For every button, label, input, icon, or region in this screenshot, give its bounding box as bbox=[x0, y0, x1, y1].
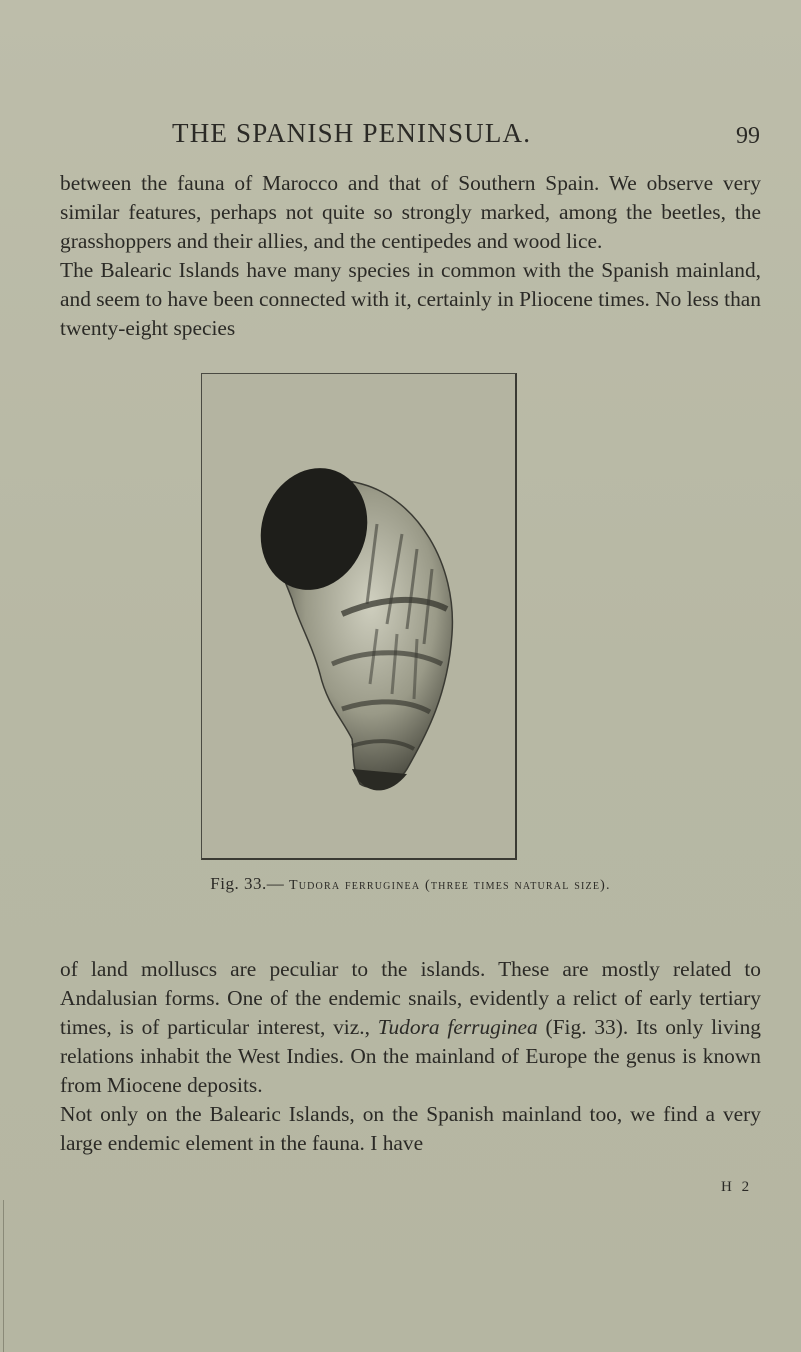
text-block-bottom bbox=[60, 955, 761, 1158]
signature-mark: H 2 bbox=[721, 1179, 753, 1195]
paragraph-3-part-b: (Fig. 33). Its only living relations inhabit the West Indies. On the mainland of Europe the genus is known from Miocene deposits. bbox=[60, 1015, 761, 1097]
paragraph-4: Not only on the Balearic Islands, on the Spanish mainland too, we find a very large endemic element in the fauna. I have bbox=[60, 1102, 761, 1155]
paragraph-3-part-a: of land molluscs are peculiar to the islands. These are mostly related to Andalusian forms. One of the endemic snails, evidently a relict of early tertiary times, is of particular interest, viz., bbox=[60, 957, 761, 1039]
caption-text: Tudora ferruginea (three times natural size). bbox=[288, 878, 611, 893]
paragraph-1: between the fauna of Marocco and that of Southern Spain. We observe very similar features, perhaps not quite so strongly marked, among the beetles, the grasshoppers and their allies, and the centipedes and wood lice. bbox=[60, 171, 761, 253]
snail-shell-illustration bbox=[202, 374, 515, 858]
text-block-top bbox=[60, 169, 761, 343]
figure-snail-shell bbox=[201, 373, 517, 860]
caption-label: Fig. 33.— bbox=[210, 874, 285, 893]
figure-caption bbox=[60, 874, 761, 896]
species-name: Tudora ferruginea bbox=[377, 1015, 538, 1039]
running-title: THE SPANISH PENINSULA. bbox=[172, 118, 532, 148]
paragraph-2: The Balearic Islands have many species in common with the Spanish mainland, and seem to have been connected with it, certainly in Pliocene times. No less than twenty-eight species bbox=[60, 258, 761, 340]
page-edge-line bbox=[3, 1200, 4, 1352]
page-number: 99 bbox=[736, 123, 760, 149]
paragraph-3 bbox=[60, 955, 761, 1100]
running-head bbox=[60, 118, 760, 158]
